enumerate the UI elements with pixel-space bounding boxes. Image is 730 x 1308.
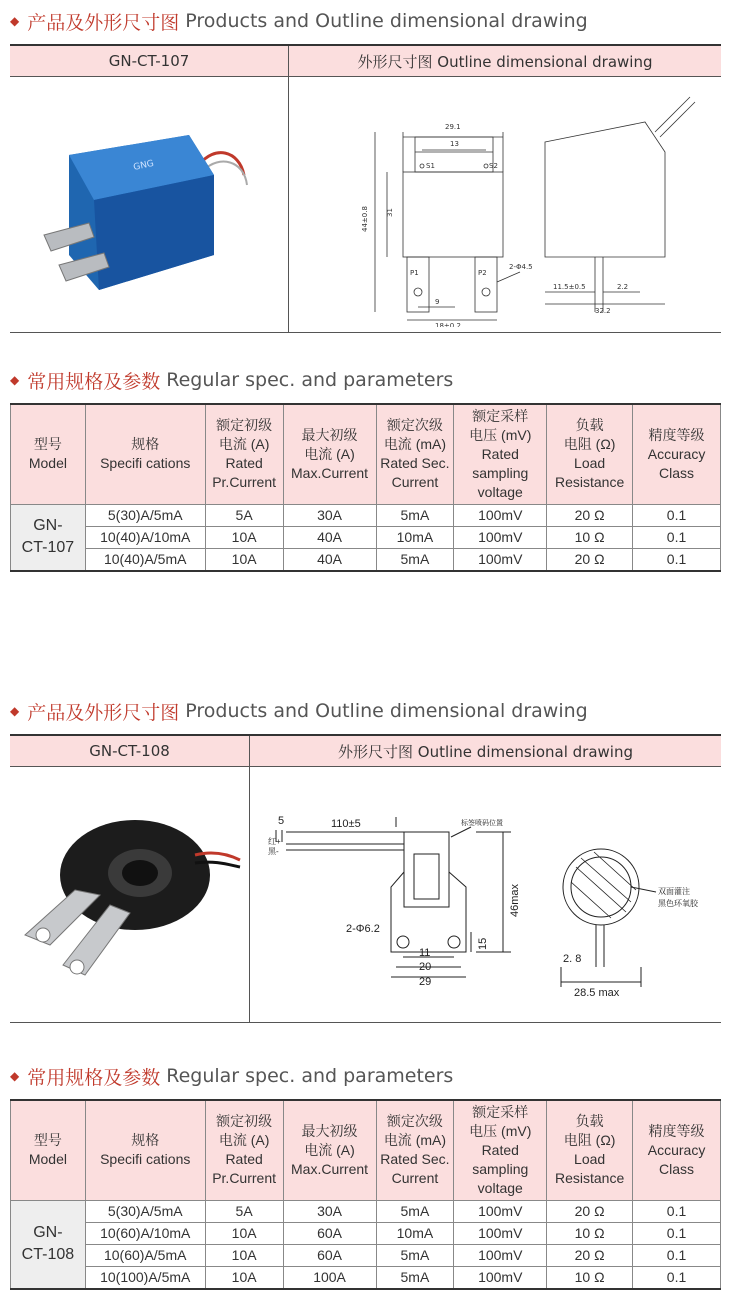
title-en: Regular spec. and parameters <box>166 1065 454 1087</box>
header-cell <box>283 1100 376 1200</box>
table-row <box>11 1244 721 1266</box>
section-title-products-107 <box>10 8 588 34</box>
diamond-bullet-icon: ◆ <box>10 704 20 718</box>
dim-11-5: 11.5±0.5 <box>553 283 586 291</box>
header-line: Rated <box>225 455 263 472</box>
dim-hole: 2-Φ4.5 <box>509 263 533 271</box>
model-cell <box>11 504 86 571</box>
table-cell: 10 Ω <box>547 1266 633 1289</box>
header-line: 额定初级 <box>216 417 273 434</box>
dim-inner: 13 <box>450 140 459 148</box>
dim-20: 20 <box>418 961 431 973</box>
header-line: Current <box>391 1170 439 1187</box>
table-cell: 100mV <box>454 1244 547 1266</box>
header-line: voltage <box>477 483 523 500</box>
table-cell: 10(60)A/10mA <box>85 1222 205 1244</box>
product-photo-107 <box>10 77 289 332</box>
table-cell: 0.1 <box>633 526 721 548</box>
header-cell <box>454 404 547 504</box>
table-cell: 10A <box>205 526 283 548</box>
table-cell: 0.1 <box>633 1222 721 1244</box>
table-cell: 10(40)A/5mA <box>85 548 205 571</box>
table-cell: 5A <box>205 1200 283 1222</box>
drawing-header: 外形尺寸图 Outline dimensional drawing <box>338 742 633 761</box>
header-line: Max.Current <box>291 464 369 481</box>
label-s1: S1 <box>426 162 435 170</box>
title-cn: 常用规格及参数 <box>27 1066 161 1089</box>
header-line: Resistance <box>554 1170 625 1187</box>
table-cell: 5mA <box>376 504 454 526</box>
spec-body <box>11 1200 721 1289</box>
header-line: 型号 <box>33 436 62 453</box>
dim-46max: 46max <box>508 883 521 917</box>
table-cell: 0.1 <box>633 1244 721 1266</box>
model-line: CT-107 <box>21 539 75 556</box>
header-line: 额定次级 <box>386 417 443 434</box>
header-cell <box>205 1100 283 1200</box>
title-cn: 常用规格及参数 <box>27 370 161 393</box>
header-line: 规格 <box>131 436 160 453</box>
title-cn: 产品及外形尺寸图 <box>27 701 180 724</box>
spec-header-row <box>11 404 721 504</box>
header-line: Current <box>391 474 439 491</box>
header-line: Rated <box>225 1151 263 1168</box>
header-cell <box>85 404 205 504</box>
table-cell: 40A <box>283 526 376 548</box>
label-p1: P1 <box>410 269 419 277</box>
header-line: Load <box>574 455 606 472</box>
header-cell <box>205 404 283 504</box>
header-line: Model <box>28 455 67 472</box>
section-title-spec-108 <box>10 1063 453 1089</box>
header-line: voltage <box>477 1179 523 1196</box>
dim-110: 110±5 <box>330 818 361 830</box>
table-cell: 20 Ω <box>547 1244 633 1266</box>
product-photo-108 <box>10 767 250 1022</box>
header-line: 电流 (A) <box>304 445 355 462</box>
label-p2: P2 <box>478 269 487 277</box>
header-line: 规格 <box>131 1132 160 1149</box>
table-cell: 60A <box>283 1244 376 1266</box>
header-cell <box>283 404 376 504</box>
dim-5: 5 <box>277 815 284 827</box>
dim-hole: 2-Φ6.2 <box>345 923 380 935</box>
model-cell <box>11 1200 86 1289</box>
table-cell: 30A <box>283 504 376 526</box>
header-line: 负载 <box>575 417 604 434</box>
table-cell: 100mV <box>454 504 547 526</box>
header-line: 电阻 (Ω) <box>563 436 616 453</box>
dim-height-44: 44±0.8 <box>361 206 369 232</box>
dim-9: 9 <box>435 298 440 306</box>
table-row <box>11 1222 721 1244</box>
table-cell: 10A <box>205 1244 283 1266</box>
table-cell: 10(40)A/10mA <box>85 526 205 548</box>
header-line: Rated Sec. <box>380 1151 450 1168</box>
table-cell: 20 Ω <box>547 504 633 526</box>
table-cell: 5mA <box>376 1200 454 1222</box>
table-cell: 0.1 <box>633 1200 721 1222</box>
header-line: Accuracy <box>647 1141 706 1158</box>
label-position: 标签喷码位置 <box>460 820 503 827</box>
title-cn: 产品及外形尺寸图 <box>27 11 180 34</box>
table-cell: 60A <box>283 1222 376 1244</box>
product-header <box>10 736 721 767</box>
spec-table-108 <box>10 1099 721 1290</box>
product-box-108 <box>10 734 721 1023</box>
table-row <box>11 1200 721 1222</box>
table-cell: 10 Ω <box>547 526 633 548</box>
table-cell: 20 Ω <box>547 1200 633 1222</box>
table-cell: 10(100)A/5mA <box>85 1266 205 1289</box>
title-en: Regular spec. and parameters <box>166 369 454 391</box>
header-cell <box>85 1100 205 1200</box>
label-s2: S2 <box>489 162 498 170</box>
wire-black: 黑- <box>267 847 279 856</box>
table-cell: 5mA <box>376 1244 454 1266</box>
table-cell: 20 Ω <box>547 548 633 571</box>
table-cell: 10mA <box>376 1222 454 1244</box>
header-line: Resistance <box>554 474 625 491</box>
title-en: Products and Outline dimensional drawing <box>185 10 588 32</box>
header-line: 型号 <box>33 1132 62 1149</box>
header-cell <box>11 1100 86 1200</box>
header-line: Model <box>28 1151 67 1168</box>
header-cell <box>633 404 721 504</box>
drawing-header: 外形尺寸图 Outline dimensional drawing <box>357 52 653 71</box>
header-cell <box>547 1100 633 1200</box>
dim-15: 15 <box>476 937 489 950</box>
table-cell: 0.1 <box>633 504 721 526</box>
model-line: GN- <box>33 517 63 534</box>
header-line: Specifi cations <box>100 1151 191 1168</box>
table-cell: 10mA <box>376 526 454 548</box>
table-cell: 5(30)A/5mA <box>85 1200 205 1222</box>
header-line: 精度等级 <box>648 426 705 443</box>
section-title-spec-107 <box>10 367 453 393</box>
table-row <box>11 1266 721 1289</box>
outline-drawing-107 <box>289 77 721 332</box>
header-line: Class <box>659 1160 695 1177</box>
header-line: 最大初级 <box>301 426 358 443</box>
header-line: 额定采样 <box>472 407 529 424</box>
header-line: Accuracy <box>647 445 706 462</box>
header-cell <box>11 404 86 504</box>
table-cell: 10 Ω <box>547 1222 633 1244</box>
model-line: CT-108 <box>21 1246 75 1263</box>
table-cell: 100mV <box>454 1200 547 1222</box>
header-line: 额定初级 <box>216 1113 273 1130</box>
spec-table-107 <box>10 403 721 572</box>
header-line: Pr.Current <box>212 474 277 491</box>
table-cell: 0.1 <box>633 1266 721 1289</box>
table-cell: 100mV <box>454 526 547 548</box>
header-line: Load <box>574 1151 606 1168</box>
header-line: sampling <box>472 1160 529 1177</box>
table-cell: 10A <box>205 1222 283 1244</box>
table-cell: 10(60)A/5mA <box>85 1244 205 1266</box>
header-line: 电压 (mV) <box>469 426 532 443</box>
model-header: GN-CT-108 <box>10 736 250 766</box>
svg-text:GNG: GNG <box>132 158 155 173</box>
header-line: Max.Current <box>291 1160 369 1177</box>
product-box-107 <box>10 44 721 333</box>
header-line: 电流 (A) <box>218 436 270 453</box>
header-line: Specifi cations <box>100 455 191 472</box>
outline-drawing-108 <box>250 767 721 1022</box>
header-line: Class <box>659 464 695 481</box>
model-header: GN-CT-107 <box>10 46 289 76</box>
header-line: 额定采样 <box>472 1103 529 1120</box>
header-line: Rated <box>481 445 519 462</box>
header-line: 电流 (mA) <box>383 1132 447 1149</box>
diamond-bullet-icon: ◆ <box>10 14 20 28</box>
table-cell: 100mV <box>454 1266 547 1289</box>
dim-28-5: 28.5 max <box>573 987 619 999</box>
dim-32-2: 32.2 <box>595 307 611 315</box>
header-line: 精度等级 <box>648 1122 705 1139</box>
label-epoxy-2: 黑色环氧胶 <box>657 899 698 908</box>
header-line: sampling <box>472 464 529 481</box>
table-cell: 40A <box>283 548 376 571</box>
table-row <box>11 504 721 526</box>
dim-18: 18±0.2 <box>435 322 461 327</box>
diamond-bullet-icon: ◆ <box>10 1069 20 1083</box>
table-cell: 0.1 <box>633 548 721 571</box>
table-cell: 100mV <box>454 1222 547 1244</box>
table-cell: 5(30)A/5mA <box>85 504 205 526</box>
header-cell <box>454 1100 547 1200</box>
dim-width: 29.1 <box>445 123 461 131</box>
table-cell: 100A <box>283 1266 376 1289</box>
header-line: 额定次级 <box>386 1113 443 1130</box>
table-row <box>11 526 721 548</box>
header-cell <box>376 1100 454 1200</box>
header-line: Pr.Current <box>212 1170 277 1187</box>
table-cell: 30A <box>283 1200 376 1222</box>
label-epoxy-1: 双面灌注 <box>657 887 690 896</box>
header-cell <box>376 404 454 504</box>
header-cell <box>633 1100 721 1200</box>
table-cell: 100mV <box>454 548 547 571</box>
dim-2-8: 2. 8 <box>562 953 581 965</box>
header-line: 电流 (A) <box>304 1141 355 1158</box>
table-cell: 10A <box>205 548 283 571</box>
title-en: Products and Outline dimensional drawing <box>185 700 588 722</box>
header-line: 电阻 (Ω) <box>563 1132 616 1149</box>
diamond-bullet-icon: ◆ <box>10 373 20 387</box>
header-cell <box>547 404 633 504</box>
header-line: Rated <box>481 1141 519 1158</box>
table-row <box>11 548 721 571</box>
spec-body <box>11 504 721 571</box>
table-cell: 5mA <box>376 1266 454 1289</box>
table-cell: 10A <box>205 1266 283 1289</box>
spec-header-row <box>11 1100 721 1200</box>
model-line: GN- <box>33 1224 63 1241</box>
header-line: 负载 <box>575 1113 604 1130</box>
dim-29: 29 <box>418 976 431 988</box>
dim-2-2: 2.2 <box>617 283 629 291</box>
header-line: Rated Sec. <box>380 455 450 472</box>
section-title-products-108 <box>10 698 588 724</box>
table-cell: 5A <box>205 504 283 526</box>
table-cell: 5mA <box>376 548 454 571</box>
dim-height-31: 31 <box>386 208 394 217</box>
header-line: 最大初级 <box>301 1122 358 1139</box>
wire-red: 红+ <box>267 837 281 846</box>
dim-11: 11 <box>418 947 430 959</box>
header-line: 电压 (mV) <box>469 1122 532 1139</box>
product-header <box>10 46 721 77</box>
header-line: 电流 (A) <box>218 1132 270 1149</box>
header-line: 电流 (mA) <box>383 436 447 453</box>
